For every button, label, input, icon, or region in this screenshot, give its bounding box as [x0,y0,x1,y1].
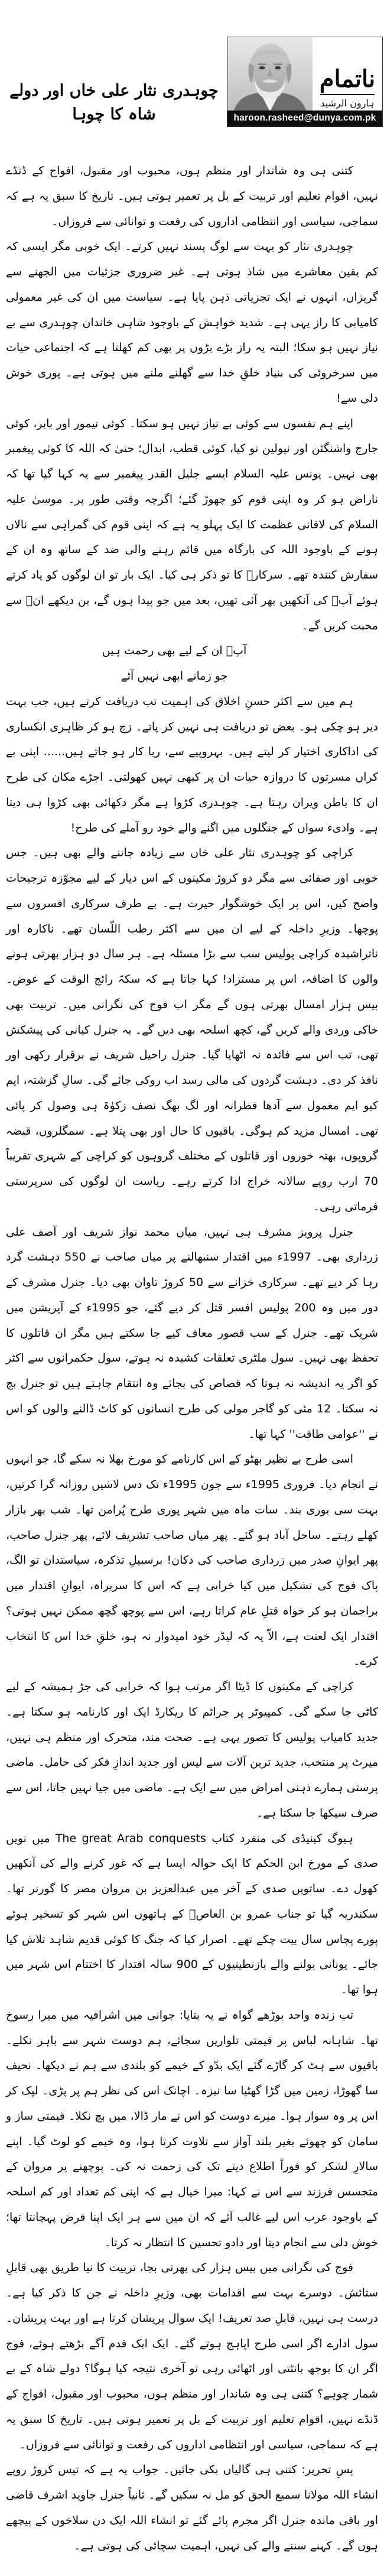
paragraph: جنرل پرویز مشرف ہی نہیں، میاں محمد نواز شریف اور آصف علی زرداری بھی۔ 1997ء میں اقتدار سنبھالنے پر میاں صاحب نے 550 دہشت گرد رہا کر دیے تھے۔ سرکاری خزانے سے 50 کروڑ تاوان بھی دیا۔ جنرل مشرف کے دور میں وہ 200 پولیس افسر قتل کر دیے گئے، جو 1995ء کے آپریشن میں شریک تھے۔ جنرل کے سب قصور معاف کیے جا سکتے ہیں مگر ان قاتلوں کا تحفظ بھی نہیں۔ سول ملٹری تعلقات کشیدہ نہ ہوتے، سول حکمرانوں سے اکثر کو اگر یہ اندیشہ نہ ہوتا کہ قصاص کی بجائے وہ انتقام چاہتے ہیں تو جنرل بچ نہ سکتا۔ 12 مئی کو گاجر مولی کی طرح انسانوں کو کاٹ ڈالنے والوں کو اس نے ''عوامی طاقت'' کہا تھا۔ [6,1225,378,1441]
author-email: haroon.rasheed@dunya.com.pk [227,111,382,126]
verse-line: آپؐ ان کے لیے بھی رحمت ہیں [102,644,247,658]
paragraph: تب زندہ واحد بوڑھے گواہ نے یہ بتایا: جوانی میں اشرافیہ میں میرا رسوخ تھا۔ شاہانہ لباس پر قیمتی تلواریں سجائے، ہم دوست شہر سے باہر نکلے۔ باقیوں سے ہٹ کر گاڑے گئے ایک بدّو کے خیمے کو بلندی سے ہم نے دیکھا۔ نحیف سا گھوڑا، زمین میں گڑا گھٹیا سا نیزہ۔ اچانک اس کی نظر ہم پر پڑی۔ لپک کر اس پر وہ سوار ہوا۔ میرے دوست کو اس نے مار ڈالا، میں بچ نکلا۔ قیمتی ساز و سامان کو چھوئے بغیر بلند آواز سے تلاوت کرتا ہوا، وہ خیمے کو لوٹ گیا۔ اپنے سالارِ لشکر کو فوراً اطلاع دینے تک کی زحمت نہ کی۔ پوچھنے پر مروان کے متجسس فرزند سے اس نے کہا: میرا خیال ہے کہ اپنی کم تعداد اور کم اسلحہ کے باوجود عرب اس لیے غالب آئے کہ ان میں سے ہر ایک اپنا فرض پہچانتا تھا؛ خوش دلی سے انجام دیتا اور دادو تحسین کا انتظار نہ کرتا۔ [6,2008,378,2249]
paragraph: ہیوگ کینیڈی کی منفرد کتاب The great Arab conquests میں نویں صدی کے مورخ ابن الحکم کا ایک حوالہ ایسا ہے کہ غور کرنے والے کی آنکھیں کھول دے۔ ساتویں صدی کے آخر میں عبدالعزیز بن مروان مصر کا گورنر تھا۔ سکندریہ گیا تو جناب عمرو بن العاصؓ کے ہاتھوں اس شہر کو تسخیر ہوئے پورے پچاس سال بیت چکے تھے۔ اصرار کیا کہ جنگ کا کوئی قدیم شاہد تلاش کیا جائے۔ یونانی بولنے والے بازنطینیوں کے 900 سالہ اقتدار کا اختتام اس شہر میں ہوا تھا۔ [6,1831,378,1996]
verse-couplet [6,638,343,689]
paragraph: کراچی کے مکینوں کا ڈیٹا اگر مرتب ہوا کہ خرابی کی جڑ ہمیشہ کے لیے کاٹی جا سکے گی۔ کمپیوٹر پر جرائم کا ریکارڈ ایک اور کارنامہ ہو سکتا ہے۔ جدید کامیاب پولیس کا تصور یہی ہے۔ صحت مند، متحرک اور منظم ہی نہیں، میرٹ پر منتخب، جدید ترین آلات سے لیس اور جدید اندازِ فکر کی حامل۔ ماضی پرستی ہمارے ذہنی امراض میں سے ایک ہے۔ ماضی میں جیا نہیں جاتا، اس سے صرف سیکھا جا سکتا ہے۔ [6,1680,378,1820]
verse-line: جو زمانے ابھی نہیں آئے [121,670,228,683]
paragraph: چوہدری نثار کو بہت سے لوگ پسند نہیں کرتے۔ ایک خوبی مگر ایسی کہ کم یقین معاشرے میں شاذ ہوتی ہے۔ غیر ضروری جزئیات میں الجھنے سے گریزاں، انہوں نے ایک تجزیاتی ذہن پایا ہے۔ سیاست میں ان کی غیر معمولی کامیابی کا راز یہی ہے۔ شدید خواہش کے باوجود شاہی خاندان چوہدری سے بے نیاز نہیں ہو سکا؛ البتہ یہ راز بڑے بڑوں پر بھی کم کھلتا ہے کہ اجتماعی حیات میں سرخروئی کی بنیاد خلقِ خدا سے گھلنے ملنے میں ہوتی ہے۔ پوری خوش دلی سے! [6,240,378,405]
paragraph: کتنی ہی وہ شاندار اور منظم ہوں، محبوب اور مقبول، افواج کے ڈنڈے نہیں، اقوام تعلیم اور تربیت کے بل پر تعمیر ہوتی ہیں۔ تاریخ کا سبق یہ ہے کہ سماجی، سیاسی اور انتظامی اداروں کی رفعت و توانائی سے فروزاں۔ [6,164,378,228]
paragraph: اسی طرح بے نظیر بھٹو کے اس کارنامے کو مورخ بھلا نہ سکے گا، جو انہوں نے انجام دیا۔ فروری 1995ء سے جون 1995ء تک دس لاشیں روزانہ گرا کرتیں، بہت سی بوری بند۔ سات ماہ میں شہر پوری طرح پُرامن تھا۔ شب بھر بازار کھلے رہتے۔ ساحل آباد ہو گئے۔ پھر میاں صاحب تشریف لائے، پھر جنرل صاحب، پھر ایوانِ صدر میں زرداری صاحب کی دکان! برسبیلِ تذکرہ، سیاستدان تو الگ، پاک فوج کی تشکیل میں کیا خرابی ہے کہ اس کا سربراہ، ایوانِ اقتدار میں براجمان ہو کر خواہ قتلِ عام کراتا رہے، اس سے پوچھ گچھ ممکن نہیں ہوتی؟ اقتدار ایک لعنت ہے، الاّ یہ کہ لیڈر خود امیدوار نہ ہو، خلقِ خدا اس کا انتخاب کرے۔ [6,1453,378,1668]
author-box-top [227,37,382,111]
column-logo: ناتمام [319,65,376,93]
paragraph: اپنے ہم نفسوں سے کوئی بے نیاز نہیں ہو سکتا۔ کوئی تیمور اور بابر، کوئی جارج واشنگٹن اور نپولین تو کیا، کوئی قطب، ابدال؛ حتیٰ کہ اللہ کا کوئی پیغمبر بھی نہیں۔ یونس علیہ السلام ایسے جلیل القدر پیغمبر سے یہ کہا گیا تھا کہ ناراض ہو کر وہ اپنی قوم کو چھوڑ گئے؛ اگرچہ وقتی طور پر۔ موسیٰ علیہ السلام کی لافانی عظمت کا ایک پہلو یہ ہے کہ اپنی قوم کی گمراہی سے نالاں ہونے کے باوجود اللہ کی بارگاہ میں قائم رہنے والی ضد کے ساتھ وہ ان کے سفارش کنندہ تھے۔ سرکارؐ کا تو ذکر ہی کیا۔ ایک بار تو ان لوگوں کو یاد کرتے ہوئے آپؐ کی آنکھیں بھر آئی تھیں، بعد میں جو پیدا ہوں گے، بن دیکھے انؐ سے محبت کریں گے۔ [6,417,378,632]
paragraph: فوج کی نگرانی میں بیس ہزار کی بھرتی بجا، تربیت کا نیا طریق بھی قابلِ ستائش۔ دوسرے بہت سے اقدامات بھی، وزیرِ داخلہ نے جن کا ذکر کیا ہے۔ درست ہی نہیں، قابلِ صد تعریف! ایک سوال پریشان کرتا ہے اور بہت پریشان۔ سول ادارے اگر اسی طرح اپاہج ہوتے گئے۔ ایک ایک قدم آگے بڑھتے ہوئے، فوج اگر ان کا بوجھ بانٹتی اور اٹھائی رہی تو آخری نتیجہ کیا ہوگا؟ دولے شاہ کے بے شمار چوہے؟ کتنی ہی وہ شاندار اور منظم ہوں، محبوب اور مقبول، افواج کے ڈنڈے نہیں، اقوام تعلیم اور تربیت کے بل پر تعمیر ہوتی ہیں۔ تاریخ کا سبق یہ ہے کہ سماجی، سیاسی اور انتظامی اداروں کی رفعت و توانائی سے فروزاں۔ [6,2261,378,2451]
brand-divider [320,94,375,95]
author-photo [227,37,313,111]
column-brand [313,37,382,111]
author-portrait-illustration [227,37,313,111]
article-body [0,142,384,2576]
paragraph-postscript: پسِ تحریر: کتنی ہی گالیاں بکی جائیں۔ جواب یہ ہے کہ تیس کروڑ روپے انشاء اللہ مولانا سمیع الحق کو مل نہ سکیں گے۔ ثانیاً جنرل جاوید اشرف قاضی اور باقی ماندہ جنرل اگر مجرم پائے گئے تو انشاء اللہ ایک دن سلاخوں کے پیچھے ہوں گے۔ کہنے سننے والے کی نہیں، اہمیت سچائی کی ہوتی ہے۔ [6,2463,378,2552]
paragraph: ہم میں سے اکثر حسنِ اخلاق کی اہمیت تب دریافت کرتے ہیں، جب بہت دیر ہو چکی ہو۔ بعض تو دریافت ہی نہیں کر پاتے۔ زچ ہو کر ظاہری انکساری کی اداکاری اختیار کر لیتے ہیں۔ بہروپیے سے، ریا کار ہو جاتے ہیں...... اپنی بے کراں مسرتوں کا دروازہ حیات ان پر کبھی نہیں کھولتی۔ اجڑے مکان کی طرح ان کا باطن ویران رہتا ہے۔ چوہدری کڑوا ہے مگر دکھائی بھی کڑوا ہی دیتا ہے۔ وادیء سواں کے جنگلوں میں اگنے والے خود رو آملے کی طرح! [6,694,378,834]
paragraph: کراچی کو چوہدری نثار علی خاں سے زیادہ جاننے والے بھی ہیں۔ جس خوبی اور صفائی سے مگر دو کروڑ مکینوں کے اس دیار کے لیے مجوّزہ ترجیحات واضح کیں، اس پر ایک خوشگوار حیرت ہے۔ بے طرف سرکاری افسروں سے پوچھا۔ وزیرِ داخلہ کے لیے ان میں سے اکثر رطب اللّسان تھے۔ ناکارہ اور ناتراشیدہ کراچی پولیس سب سے بڑا مسئلہ ہے۔ ہر سال دو ہزار بھرتی ہونے والوں کا اضافہ، اس پر مستزاد! کہا جاتا ہے کہ سکہّ رائج الوقت کے عوض۔ بیس ہزار امسال بھرتی ہوں گے مگر اب فوج کی نگرانی میں۔ تربیت بھی خاکی وردی والے کریں گے، کچھ اسلحہ بھی دیں گے۔ یہ جنرل کیانی کی پیشکش تھی، تب اس سے فائدہ نہ اٹھایا گیا۔ جنرل راحیل شریف نے برقرار رکھی اور نافذ کر دی۔ دہشت گردوں کی مالی رسد اب روکی جائے گی۔ سالِ گزشتہ، ایم کیو ایم معمول سے آدھا فطرانہ اور لگ بھگ نصف زکوٰۃ ہی وصول کر پائی تھی۔ امسال مزید کم ہوگی۔ باقیوں کا حال اور بھی پتلا ہے۔ سمگلروں، قبضہ گروپوں، بھتہ خوروں اور قاتلوں کے مختلف گروہوں کو کراچی کے شہری تقریباً 70 ارب روپے سالانہ خراج ادا کرتے رہے۔ ریاست ان لوگوں کی سرپرستی فرماتی رہی۔ [6,846,378,1213]
headline-area [1,37,227,142]
column-headline: چوہدری نثار علی خاں اور دولے شاہ کا چوہا [9,81,219,124]
masthead [0,0,384,142]
author-box [227,37,383,127]
author-name: ہارون الرشید [320,98,375,109]
